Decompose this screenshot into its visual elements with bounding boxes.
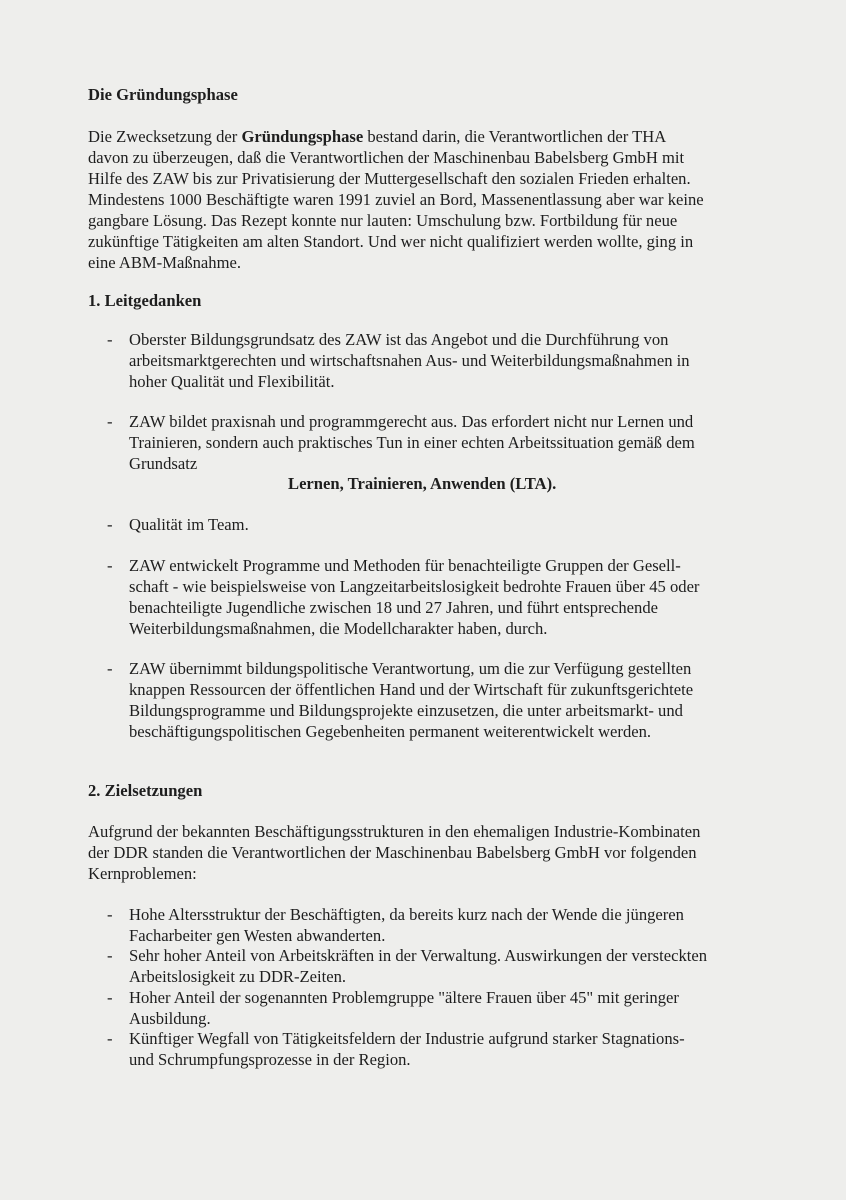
bullet-line: Künftiger Wegfall von Tätigkeitsfeldern der Industrie aufgrund starker Stagnations- [129, 1029, 685, 1048]
section-2-intro [88, 821, 768, 884]
section-2-intro-line: Aufgrund der bekannten Beschäftigungsstrukturen in den ehemaligen Industrie-Kombinaten [88, 822, 701, 841]
intro-line-1 [88, 126, 768, 147]
bullet-line: Ausbildung. [129, 1009, 211, 1028]
bullet-line: ZAW entwickelt Programme und Methoden für benachteiligte Gruppen der Gesell- [129, 556, 681, 575]
intro-bold-term: Gründungsphase [241, 127, 364, 146]
bullet-line: Trainieren, sondern auch praktisches Tun in einer echten Arbeitssituation gemäß dem [129, 433, 695, 452]
section-2-intro-line: Kernproblemen: [88, 864, 197, 883]
section-1-bullet-1 [129, 329, 779, 392]
bullet-line: schaft - wie beispielsweise von Langzeitarbeitslosigkeit bedrohte Frauen über 45 oder [129, 577, 700, 596]
intro-line: eine ABM-Maßnahme. [88, 253, 241, 272]
bullet-dash: - [107, 412, 113, 431]
bullet-line: Sehr hoher Anteil von Arbeitskräften in der Verwaltung. Auswirkungen der versteckten [129, 946, 708, 965]
section-2-intro-line: der DDR standen die Verantwortlichen der Maschinenbau Babelsberg GmbH vor folgenden [88, 843, 697, 862]
intro-line: Hilfe des ZAW bis zur Privatisierung der Muttergesellschaft den sozialen Frieden erhalten. [88, 169, 691, 188]
bullet-line: Bildungsprogramme und Bildungsprojekte einzusetzen, die unter arbeitsmarkt- und [129, 701, 683, 720]
bullet-line: arbeitsmarktgerechten und wirtschaftsnahen Aus- und Weiterbildungsmaßnahmen in [129, 351, 690, 370]
intro-prefix: Die Zwecksetzung der [88, 127, 242, 146]
document-title: Die Gründungsphase [88, 85, 238, 104]
bullet-dash: - [107, 330, 113, 349]
bullet-line: benachteiligte Jugendliche zwischen 18 und 27 Jahren, und führt entsprechende [129, 598, 658, 617]
bullet-line: ZAW bildet praxisnah und programmgerecht aus. Das erfordert nicht nur Lernen und [129, 412, 694, 431]
section-2-bullet-3 [129, 987, 779, 1029]
bullet-line: ZAW übernimmt bildungspolitische Verantwortung, um die zur Verfügung gestellten [129, 659, 692, 678]
bullet-line: Hoher Anteil der sogenannten Problemgruppe "ältere Frauen über 45" mit geringer [129, 988, 679, 1007]
lta-principle: Lernen, Trainieren, Anwenden (LTA). [288, 474, 557, 493]
section-1-bullet-4 [129, 555, 779, 639]
bullet-dash: - [107, 515, 113, 534]
section-1-bullet-5 [129, 658, 779, 742]
bullet-line: hoher Qualität und Flexibilität. [129, 372, 335, 391]
section-1-heading: 1. Leitgedanken [88, 291, 202, 310]
bullet-line: Oberster Bildungsgrundsatz des ZAW ist das Angebot und die Durchführung von [129, 330, 669, 349]
section-2-bullet-4 [129, 1028, 779, 1070]
intro-suffix: bestand darin, die Verantwortlichen der THA [363, 127, 667, 146]
intro-line: gangbare Lösung. Das Rezept konnte nur lauten: Umschulung bzw. Fortbildung für neue [88, 211, 678, 230]
bullet-line: und Schrumpfungsprozesse in der Region. [129, 1050, 411, 1069]
bullet-dash: - [107, 988, 113, 1007]
bullet-dash: - [107, 1029, 113, 1048]
intro-line: Mindestens 1000 Beschäftigte waren 1991 zuviel an Bord, Massenentlassung aber war keine [88, 190, 704, 209]
bullet-line: Arbeitslosigkeit zu DDR-Zeiten. [129, 967, 347, 986]
intro-paragraph [88, 126, 768, 273]
bullet-line: knappen Ressourcen der öffentlichen Hand und der Wirtschaft für zukunftsgerichtete [129, 680, 694, 699]
section-1-bullet-2 [129, 411, 779, 474]
bullet-dash: - [107, 905, 113, 924]
bullet-line: beschäftigungspolitischen Gegebenheiten permanent weiterentwickelt werden. [129, 722, 652, 741]
bullet-dash: - [107, 556, 113, 575]
intro-line: zukünftige Tätigkeiten am alten Standort. Und wer nicht qualifiziert werden wollte, ging in [88, 232, 694, 251]
bullet-line: Weiterbildungsmaßnahmen, die Modellcharakter haben, durch. [129, 619, 548, 638]
section-2-heading: 2. Zielsetzungen [88, 781, 203, 800]
intro-line: davon zu überzeugen, daß die Verantwortlichen der Maschinenbau Babelsberg GmbH mit [88, 148, 685, 167]
bullet-line: Facharbeiter gen Westen abwanderten. [129, 926, 386, 945]
bullet-line: Grundsatz [129, 454, 198, 473]
bullet-line: Hohe Altersstruktur der Beschäftigten, da bereits kurz nach der Wende die jüngeren [129, 905, 684, 924]
bullet-dash: - [107, 946, 113, 965]
bullet-dash: - [107, 659, 113, 678]
bullet-line: Qualität im Team. [129, 515, 249, 534]
section-2-bullet-2 [129, 945, 779, 987]
section-2-bullet-1 [129, 904, 779, 946]
section-1-bullet-3 [129, 514, 779, 535]
